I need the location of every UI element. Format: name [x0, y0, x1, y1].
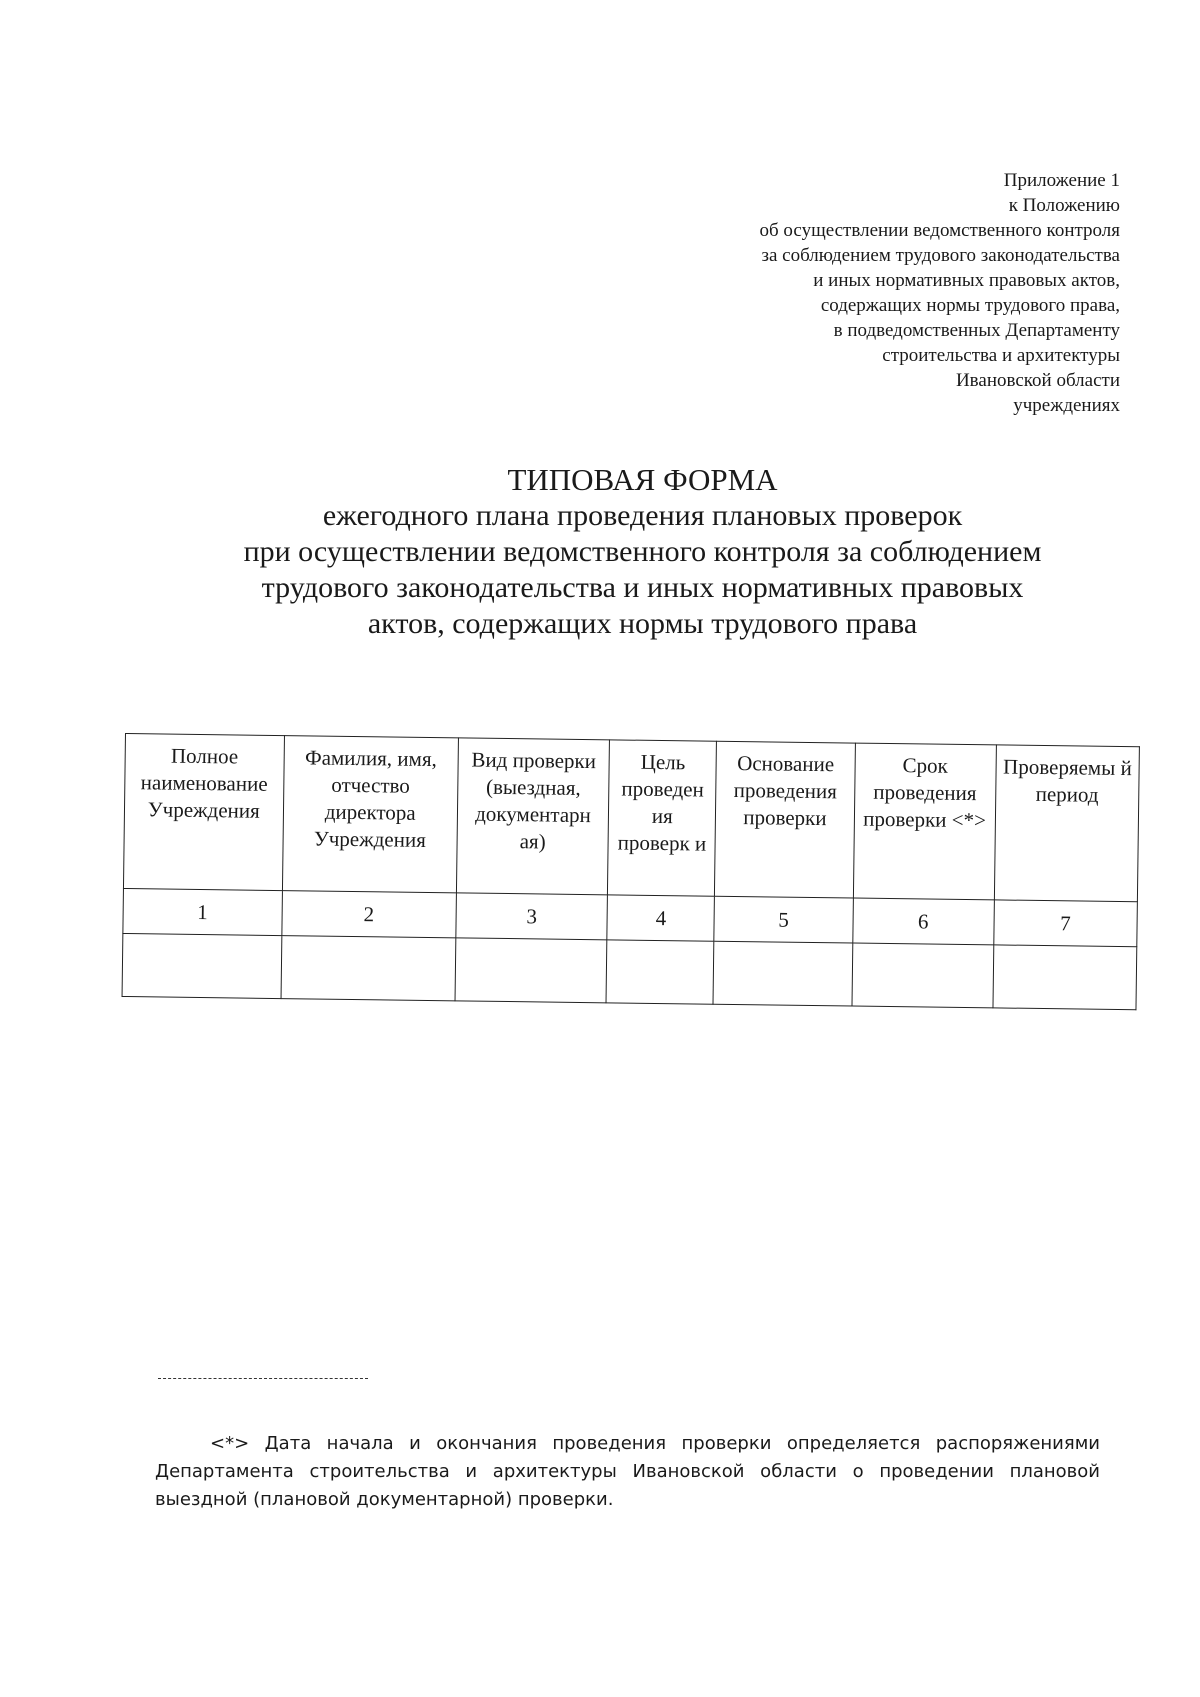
appendix-line: за соблюдением трудового законодательства: [761, 245, 1120, 266]
column-number: 6: [852, 898, 994, 945]
title-main: ТИПОВАЯ ФОРМА: [507, 462, 778, 497]
empty-cell: [122, 933, 281, 998]
appendix-block: [560, 168, 1120, 418]
table-header-row: [123, 734, 1139, 902]
empty-cell: [713, 941, 852, 1006]
appendix-line: содержащих нормы трудового права,: [820, 295, 1120, 316]
plan-table: [122, 733, 1140, 1010]
appendix-line: Приложение 1: [1003, 170, 1120, 191]
column-number: 1: [123, 888, 282, 935]
header-cell-full-name: Полное наименование Учреждения: [123, 734, 284, 891]
appendix-line: к Положению: [1008, 195, 1120, 216]
document-title: [120, 462, 1165, 642]
column-number: 5: [714, 896, 853, 943]
title-line: трудового законодательства и иных нормативных правовых: [261, 571, 1024, 604]
column-number: 3: [456, 893, 608, 940]
column-number: 4: [607, 895, 715, 941]
footnote-text: <*> Дата начала и окончания проведения проверки определяется распоряжениями Департамента строительства и архитектуры Ивановской области о проведении плановой выездной (плановой документарной) проверки.: [155, 1433, 1100, 1510]
footnote-divider: [158, 1378, 368, 1379]
header-cell-check-type: Вид проверки (выездная, документарн ая): [456, 738, 609, 895]
appendix-line: учреждениях: [1013, 395, 1120, 416]
header-cell-term: Срок проведения проверки <*>: [853, 743, 996, 900]
appendix-line: об осуществлении ведомственного контроля: [759, 220, 1120, 241]
appendix-line: Ивановской области: [955, 370, 1120, 391]
appendix-line: в подведомственных Департаменту: [833, 320, 1120, 341]
column-number: 2: [282, 891, 457, 938]
empty-cell: [281, 936, 456, 1001]
header-cell-purpose: Цель проведен ия проверк и: [608, 740, 717, 896]
appendix-line: и иных нормативных правовых актов,: [813, 270, 1120, 291]
header-cell-basis: Основание проведения проверки: [715, 741, 855, 898]
title-line: при осуществлении ведомственного контроля за соблюдением: [243, 535, 1042, 568]
header-cell-director: Фамилия, имя, отчество директора Учреждения: [282, 736, 458, 893]
column-number: 7: [994, 900, 1138, 947]
empty-cell: [455, 938, 607, 1003]
appendix-line: строительства и архитектуры: [882, 345, 1120, 366]
empty-cell: [606, 940, 714, 1004]
title-line: актов, содержащих нормы трудового права: [367, 607, 918, 640]
empty-cell: [993, 945, 1137, 1010]
header-cell-period: Проверяемы й период: [994, 745, 1139, 902]
empty-cell: [852, 943, 994, 1008]
title-line: ежегодного плана проведения плановых проверок: [322, 499, 963, 532]
table-empty-row: [122, 933, 1137, 1009]
